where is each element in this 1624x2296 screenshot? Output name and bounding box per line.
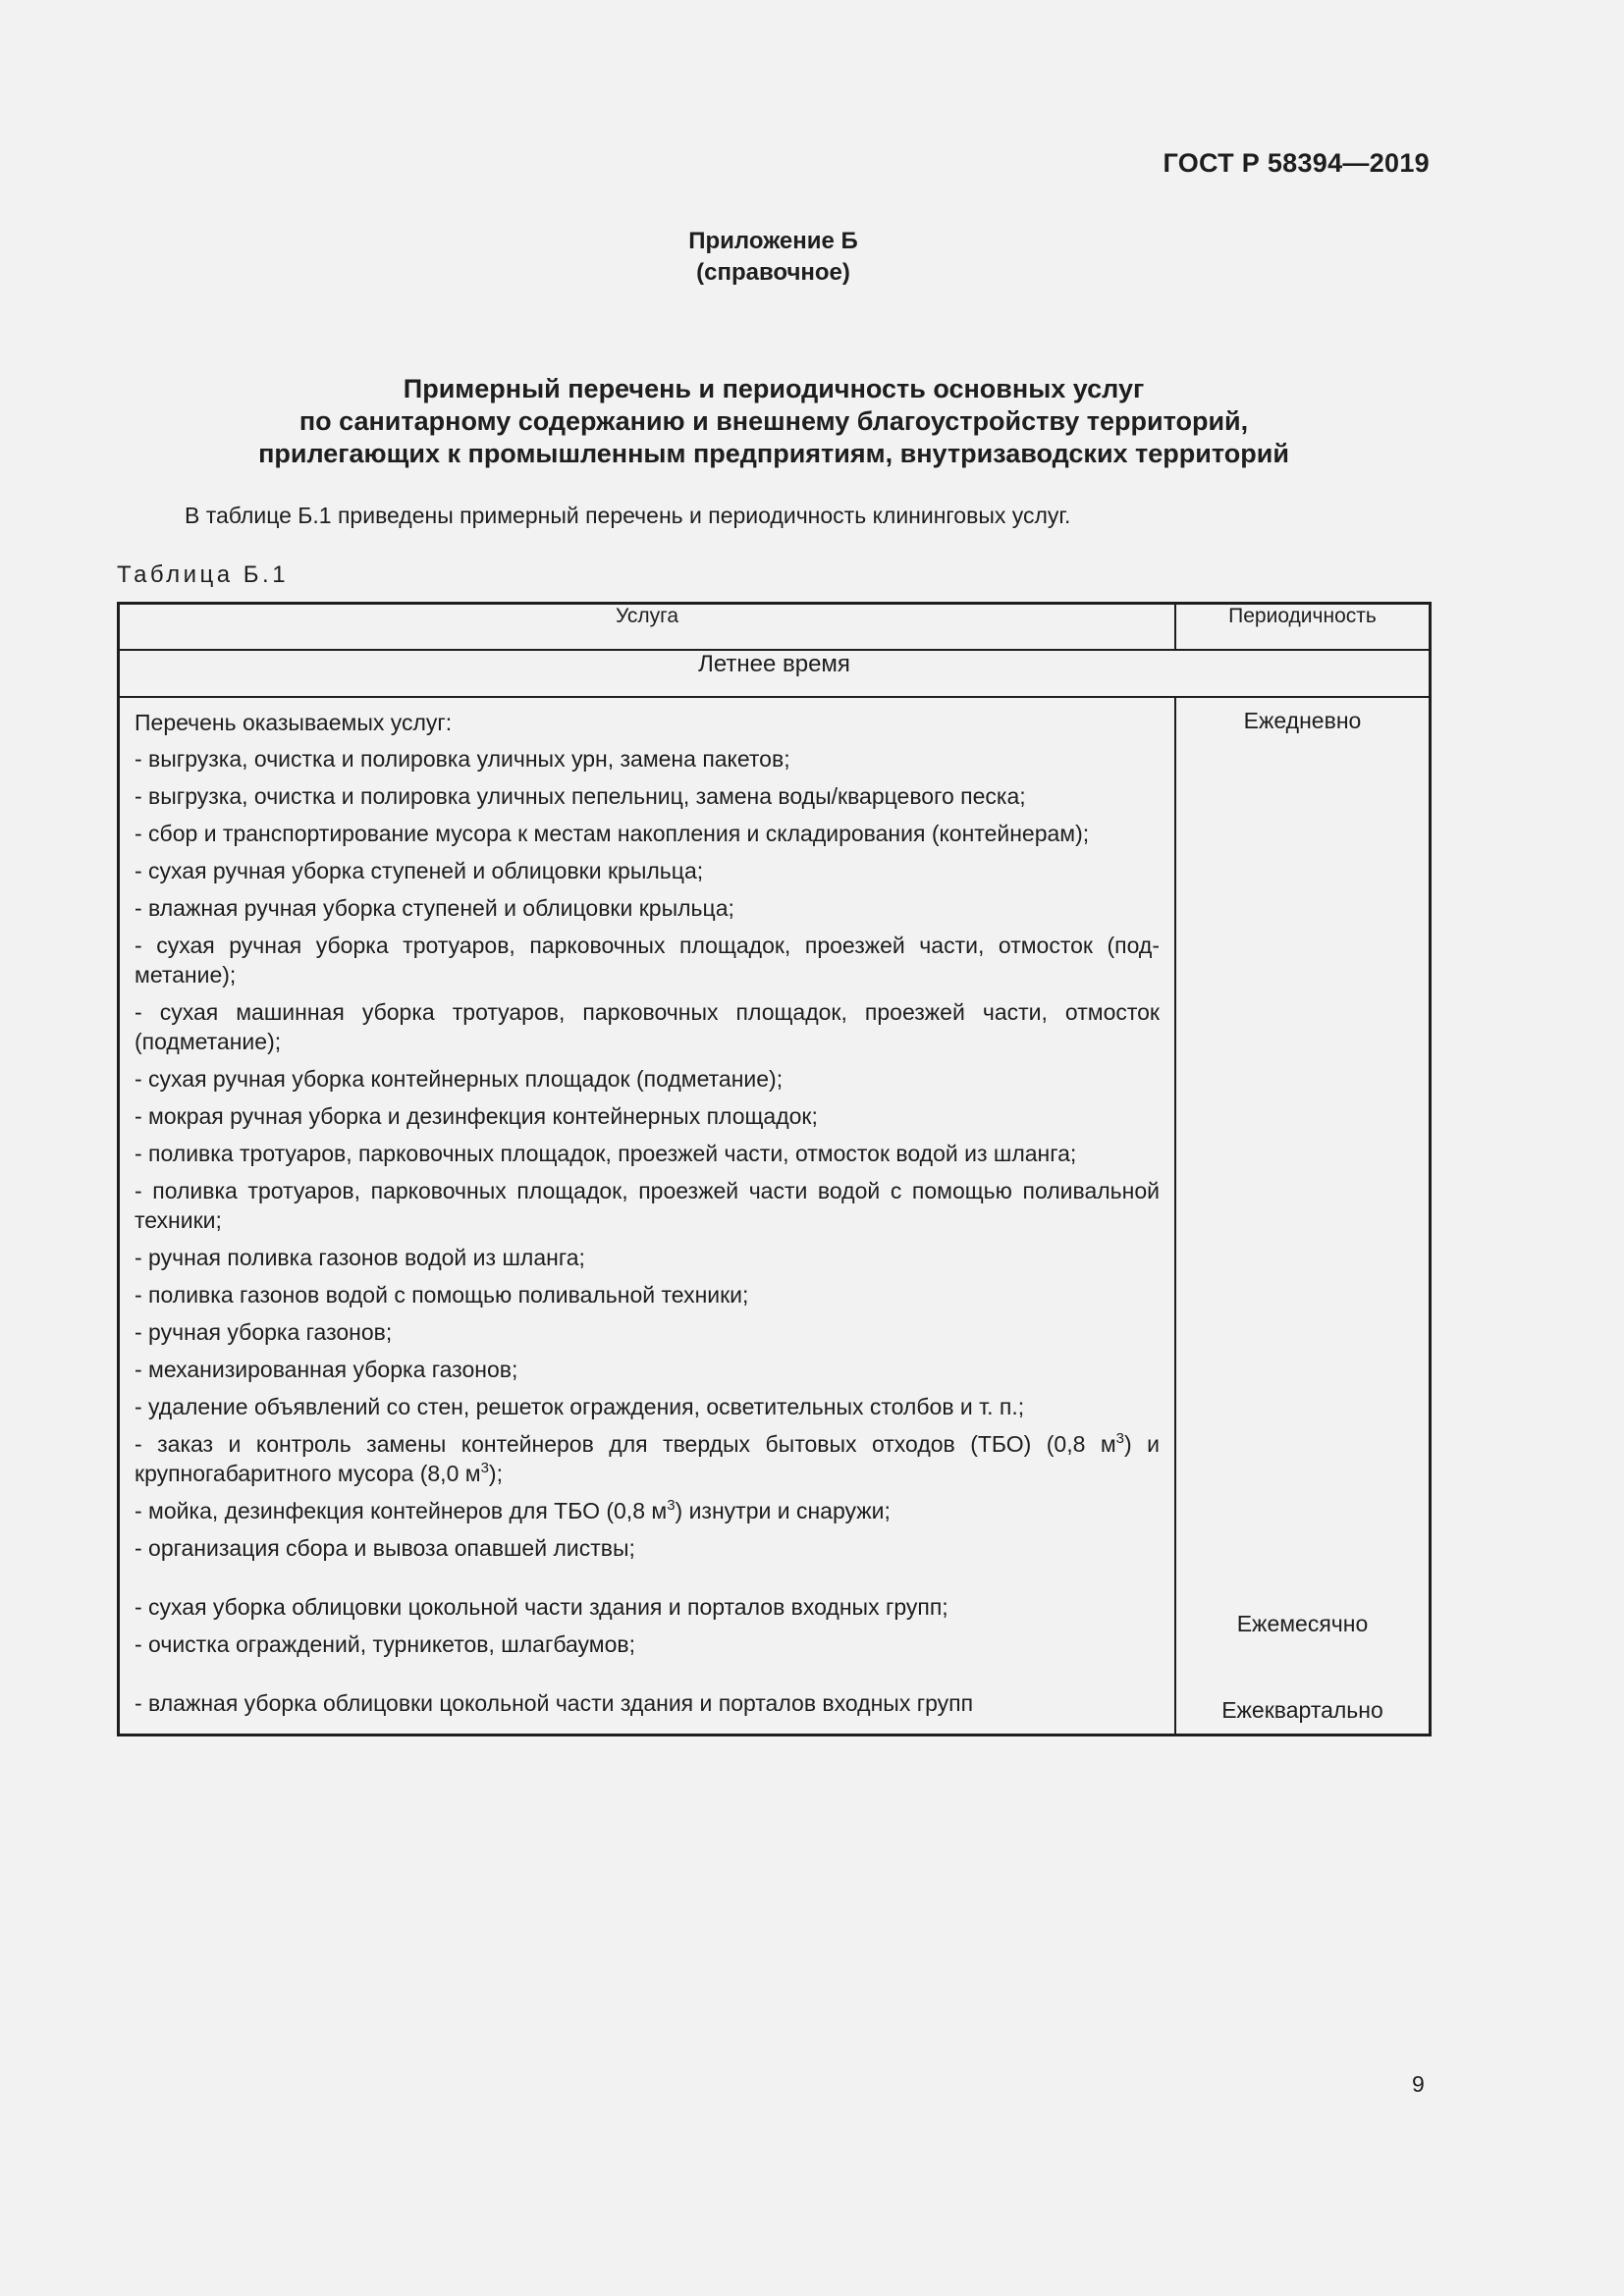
list-item: - сухая ручная уборка тротуаров, парковочных площадок, проезжей части, отмосток (подметание); [135, 933, 1160, 988]
list-item: - мокрая ручная уборка и дезинфекция контейнерных площадок; [135, 1103, 818, 1129]
season-row [119, 650, 1431, 697]
list-lead: Перечень оказываемых услуг: [135, 710, 453, 735]
title-line: по санитарному содержанию и внешнему благоустройству территорий, [298, 406, 1249, 436]
appendix-title: Приложение Б [688, 228, 858, 254]
text-part: ); [488, 1461, 503, 1486]
list-item-quarterly: - влажная уборка облицовки цокольной части здания и порталов входных групп [135, 1690, 974, 1716]
list-item-monthly: - очистка ограждений, турникетов, шлагбаумов; [135, 1631, 635, 1657]
list-item: - влажная ручная уборка ступеней и облицовки крыльца; [135, 895, 734, 921]
list-item-wash [135, 1496, 1160, 1525]
list-item: - выгрузка, очистка и полировка уличных урн, замена пакетов; [135, 746, 790, 772]
list-item: - сухая ручная уборка ступеней и облицовки крыльца; [135, 858, 704, 883]
list-item-monthly: - сухая уборка облицовки цокольной части здания и порталов входных групп; [135, 1594, 948, 1620]
list-item: - поливка тротуаров, парковочных площадок, проезжей части, отмосток водой из шланга; [135, 1141, 1077, 1166]
season-label: Летнее время [119, 650, 1431, 697]
text-part: - мойка, дезинфекция контейнеров для ТБО (0,8 м [135, 1498, 668, 1523]
list-item: - сухая ручная уборка контейнерных площадок (подметание); [135, 1066, 784, 1092]
period-quarterly: Ежеквартально [1221, 1697, 1383, 1723]
list-item: - ручная уборка газонов; [135, 1319, 393, 1345]
document-number: ГОСТ Р 58394—2019 [1163, 148, 1430, 178]
header-period: Периодичность [1175, 604, 1431, 651]
list-item: - организация сбора и вывоза опавшей листвы; [135, 1535, 635, 1561]
list-item: - удаление объявлений со стен, решеток ограждения, осветительных столбов и т. п.; [135, 1394, 1025, 1419]
services-table [117, 602, 1432, 1736]
period-monthly: Ежемесячно [1236, 1611, 1369, 1636]
service-list [135, 708, 1160, 1718]
list-item-containers [135, 1429, 1160, 1488]
table-header-row [119, 604, 1431, 651]
list-item: - сухая машинная уборка тротуаров, парковочных площадок, проезжей части, отмосток (подметание); [135, 999, 1160, 1054]
list-item: - механизированная уборка газонов; [135, 1357, 518, 1382]
superscript: 3 [480, 1460, 489, 1476]
text-part: ) и крупногабаритного мусора (8,0 м [135, 1431, 1160, 1486]
list-item: - сбор и транспортирование мусора к местам накопления и складирования (контейнерам); [135, 821, 1090, 846]
appendix-subtitle: (справочное) [696, 259, 850, 286]
table-row [119, 697, 1431, 1735]
period-daily: Ежедневно [1243, 708, 1362, 733]
spacer [135, 1667, 1160, 1681]
service-cell [119, 697, 1176, 1735]
superscript: 3 [667, 1497, 676, 1514]
title-line: Примерный перечень и периодичность основных услуг [403, 374, 1145, 403]
spacer [135, 1571, 1160, 1584]
intro-paragraph: В таблице Б.1 приведены примерный перечень и периодичность клининговых услуг. [185, 503, 1071, 528]
title-line: прилегающих к промышленным предприятиям, внутризаводских территорий [258, 439, 1289, 468]
header-service: Услуга [119, 604, 1176, 651]
list-item: - поливка тротуаров, парковочных площадок, проезжей части водой с помощью поливальной техники; [135, 1178, 1160, 1233]
superscript: 3 [1115, 1430, 1125, 1447]
table-caption: Таблица Б.1 [117, 561, 290, 588]
list-item: - поливка газонов водой с помощью поливальной техники; [135, 1282, 749, 1308]
list-item: - ручная поливка газонов водой из шланга; [135, 1245, 585, 1270]
page-number: 9 [1412, 2071, 1425, 2097]
page-title [118, 373, 1430, 470]
period-cell [1175, 697, 1431, 1735]
text-part: - заказ и контроль замены контейнеров для твердых бытовых отходов (ТБО) (0,8 м [135, 1431, 1116, 1457]
list-item: - выгрузка, очистка и полировка уличных пепельниц, замена воды/кварцевого песка; [135, 783, 1026, 809]
text-part: ) изнутри и снаружи; [675, 1498, 891, 1523]
appendix-heading [0, 226, 1546, 289]
